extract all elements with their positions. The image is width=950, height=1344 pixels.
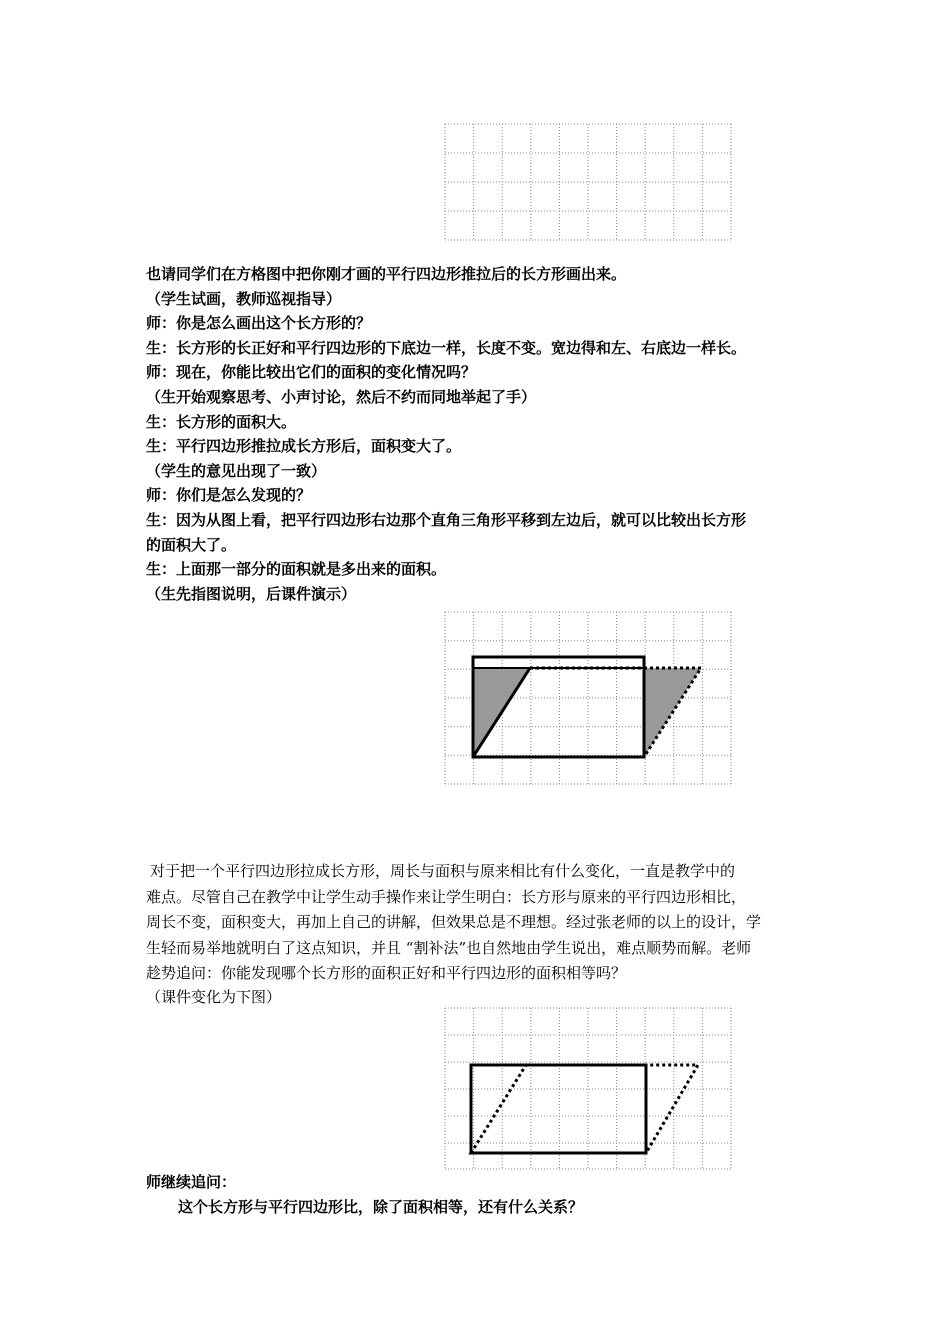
equal-area-rectangle <box>471 1065 646 1153</box>
dialogue-line: （生开始观察思考、小声讨论，然后不约而同地举起了手） <box>146 388 537 406</box>
dialogue-line: 生：因为从图上看，把平行四边形右边那个直角三角形平移到左边后，就可以比较出长方形 <box>146 511 747 529</box>
dialogue-line: 师：你是怎么画出这个长方形的？ <box>146 314 372 333</box>
dialogue-line: （生先指图说明，后课件演示） <box>146 584 357 603</box>
follow-up-label: 师继续追问： <box>146 1173 237 1191</box>
paragraph-line: 周长不变，面积变大，再加上自己的讲解，但效果总是不理想。经过张老师的以上的设计，学 <box>146 913 762 931</box>
reflection-paragraph <box>146 859 810 987</box>
dialogue-line: 也请同学们在方格图中把你刚才画的平行四边形推拉后的长方形画出来。 <box>146 265 627 283</box>
dialogue-line: 的面积大了。 <box>146 535 237 554</box>
final-question: 这个长方形与平行四边形比，除了面积相等，还有什么关系？ <box>178 1198 584 1216</box>
dialogue-line: 生：上面那一部分的面积就是多出来的面积。 <box>146 560 447 579</box>
paragraph-line: 难点。尽管自己在教学中让学生动手操作来让学生明白：长方形与原来的平行四边形相比， <box>146 887 747 906</box>
paragraph-line: 对于把一个平行四边形拉成长方形，周长与面积与原来相比有什么变化，一直是教学中的 <box>150 862 736 880</box>
equal-area-figure <box>444 1007 732 1170</box>
paragraph-line: 生轻而易举地就明白了这点知识，并且 “割补法”也自然地由学生说出，难点顺势而解。老师 <box>146 938 752 957</box>
equal-area-parallelogram <box>471 1065 698 1153</box>
paragraph-line: 趁势追问：你能发现哪个长方形的面积正好和平行四边形的面积相等吗？ <box>146 964 627 982</box>
dialogue-line: 生：平行四边形推拉成长方形后，面积变大了。 <box>146 437 462 456</box>
dialogue-line: 生：长方形的面积大。 <box>146 412 297 431</box>
dialogue-line: 师：你们是怎么发现的？ <box>146 486 312 505</box>
empty-grid-figure <box>444 123 732 241</box>
dialogue-line: 师：现在，你能比较出它们的面积的变化情况吗？ <box>146 363 477 382</box>
caption-courseware: （课件变化为下图） <box>146 988 282 1006</box>
shear-comparison-figure <box>444 611 732 785</box>
dialogue-line: （学生的意见出现了一致） <box>146 461 327 480</box>
dialogue-line: （学生试画，教师巡视指导） <box>146 289 342 308</box>
dialogue-line: 生：长方形的长正好和平行四边形的下底边一样，长度不变。宽边得和左、右底边一样长。 <box>146 338 747 357</box>
